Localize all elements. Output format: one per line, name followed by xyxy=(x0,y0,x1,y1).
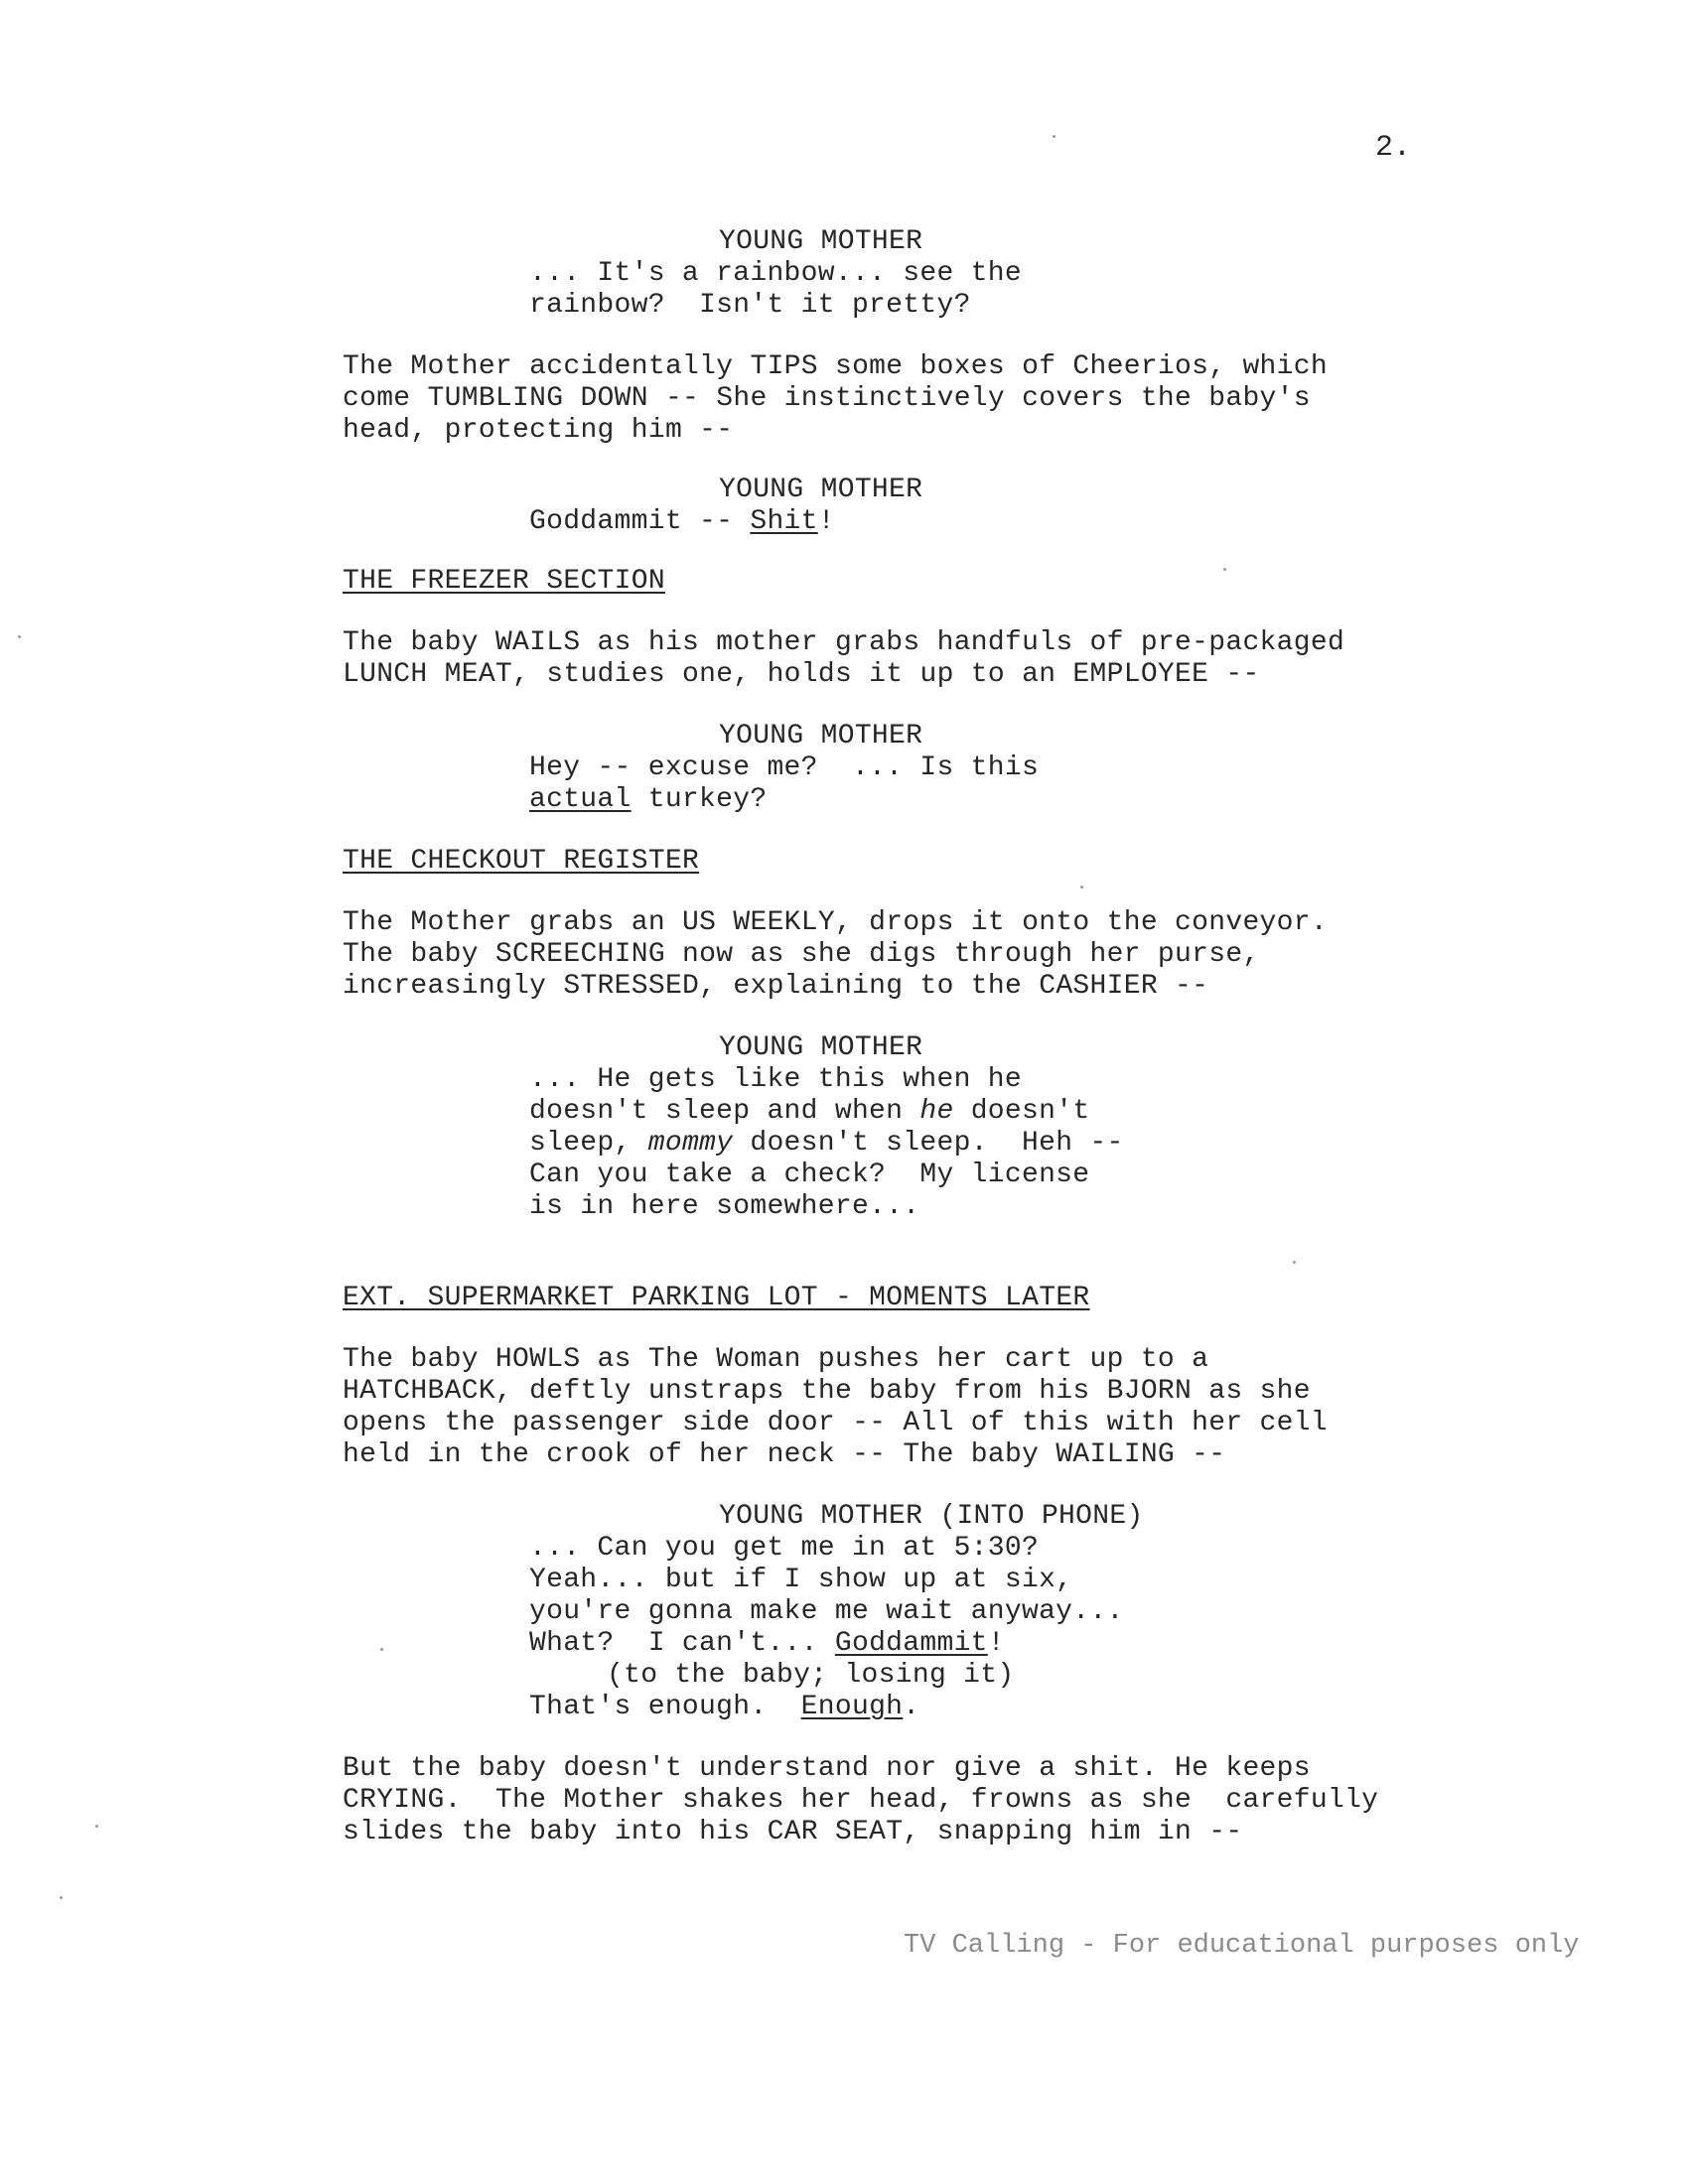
action-line: slides the baby into his CAR SEAT, snapping him in -- xyxy=(343,1817,1243,1847)
dialogue-line: Can you take a check? My license xyxy=(529,1160,1090,1190)
dialogue-line xyxy=(529,784,767,816)
dialogue-line xyxy=(529,1128,1124,1160)
action-line: The baby HOWLS as The Woman pushes her cart up to a xyxy=(343,1344,1209,1375)
footer-note: TV Calling - For educational purposes only xyxy=(904,1931,1580,1961)
action-line: But the baby doesn't understand nor give a shit. He keeps xyxy=(343,1753,1311,1784)
dialogue-line xyxy=(529,1096,1089,1128)
dialogue-text: What? I can't... xyxy=(529,1628,835,1659)
page-number: 2. xyxy=(1375,131,1412,165)
dialogue-text: sleep, xyxy=(529,1128,648,1159)
underlined-text: actual xyxy=(529,784,632,815)
action-line: The baby WAILS as his mother grabs handfuls of pre-packaged xyxy=(343,627,1345,658)
scan-speck xyxy=(95,1825,98,1828)
scan-speck xyxy=(1053,135,1055,138)
underlined-text: Goddammit xyxy=(834,1628,988,1659)
character-name: YOUNG MOTHER (INTO PHONE) xyxy=(719,1501,1144,1532)
character-name: YOUNG MOTHER xyxy=(719,226,923,257)
character-name: YOUNG MOTHER xyxy=(719,1032,923,1063)
dialogue-text: ! xyxy=(987,1628,1005,1659)
scan-speck xyxy=(1293,1261,1296,1264)
action-line: come TUMBLING DOWN -- She instinctively covers the baby's xyxy=(343,383,1311,414)
dialogue-text: That's enough. xyxy=(529,1692,801,1722)
action-line: The Mother accidentally TIPS some boxes of Cheerios, which xyxy=(343,351,1328,382)
dialogue-line: ... He gets like this when he xyxy=(529,1064,1022,1095)
dialogue-line: ... Can you get me in at 5:30? xyxy=(529,1533,1040,1564)
dialogue-line: Hey -- excuse me? ... Is this xyxy=(529,752,1040,783)
action-line: The baby SCREECHING now as she digs through her purse, xyxy=(343,939,1260,970)
dialogue-line xyxy=(529,1692,919,1723)
action-line: HATCHBACK, deftly unstraps the baby from his BJORN as she xyxy=(343,1376,1311,1407)
dialogue-line: is in here somewhere... xyxy=(529,1191,920,1222)
dialogue-text: turkey? xyxy=(631,784,768,815)
dialogue-text: doesn't sleep. Heh -- xyxy=(733,1128,1124,1159)
scan-speck xyxy=(1223,568,1226,571)
underlined-text: Enough xyxy=(800,1692,904,1722)
italic-text: mommy xyxy=(647,1128,734,1159)
dialogue-line: you're gonna make me wait anyway... xyxy=(529,1596,1124,1627)
dialogue-line: rainbow? Isn't it pretty? xyxy=(529,290,971,321)
scene-heading: THE CHECKOUT REGISTER xyxy=(343,846,700,877)
dialogue-line xyxy=(529,506,835,538)
dialogue-text: . xyxy=(903,1692,920,1722)
dialogue-line xyxy=(529,1628,1005,1660)
dialogue-line: Yeah... but if I show up at six, xyxy=(529,1565,1073,1595)
dialogue-text: ! xyxy=(817,506,835,537)
action-line: The Mother grabs an US WEEKLY, drops it onto the conveyor. xyxy=(343,907,1328,938)
action-line: CRYING. The Mother shakes her head, frowns as she carefully xyxy=(343,1785,1379,1816)
action-line: increasingly STRESSED, explaining to the CASHIER -- xyxy=(343,971,1209,1002)
scene-heading: EXT. SUPERMARKET PARKING LOT - MOMENTS LATER xyxy=(343,1283,1090,1313)
action-line: head, protecting him -- xyxy=(343,415,734,446)
scan-speck xyxy=(1080,886,1083,888)
scene-heading: THE FREEZER SECTION xyxy=(343,566,665,597)
underlined-text: Shit xyxy=(750,506,818,537)
character-name: YOUNG MOTHER xyxy=(719,475,923,505)
dialogue-line: ... It's a rainbow... see the xyxy=(529,258,1022,289)
dialogue-text: Goddammit -- xyxy=(529,506,751,537)
scan-speck xyxy=(18,635,21,638)
scan-speck xyxy=(380,1648,383,1651)
action-line: held in the crook of her neck -- The baby WAILING -- xyxy=(343,1439,1226,1470)
parenthetical: (to the baby; losing it) xyxy=(607,1660,1015,1691)
dialogue-text: doesn't xyxy=(953,1096,1090,1127)
character-name: YOUNG MOTHER xyxy=(719,721,923,751)
action-line: LUNCH MEAT, studies one, holds it up to an EMPLOYEE -- xyxy=(343,659,1260,690)
action-line: opens the passenger side door -- All of this with her cell xyxy=(343,1408,1328,1438)
dialogue-text: doesn't sleep and when xyxy=(529,1096,920,1127)
italic-text: he xyxy=(919,1096,954,1127)
scan-speck xyxy=(60,1896,63,1899)
